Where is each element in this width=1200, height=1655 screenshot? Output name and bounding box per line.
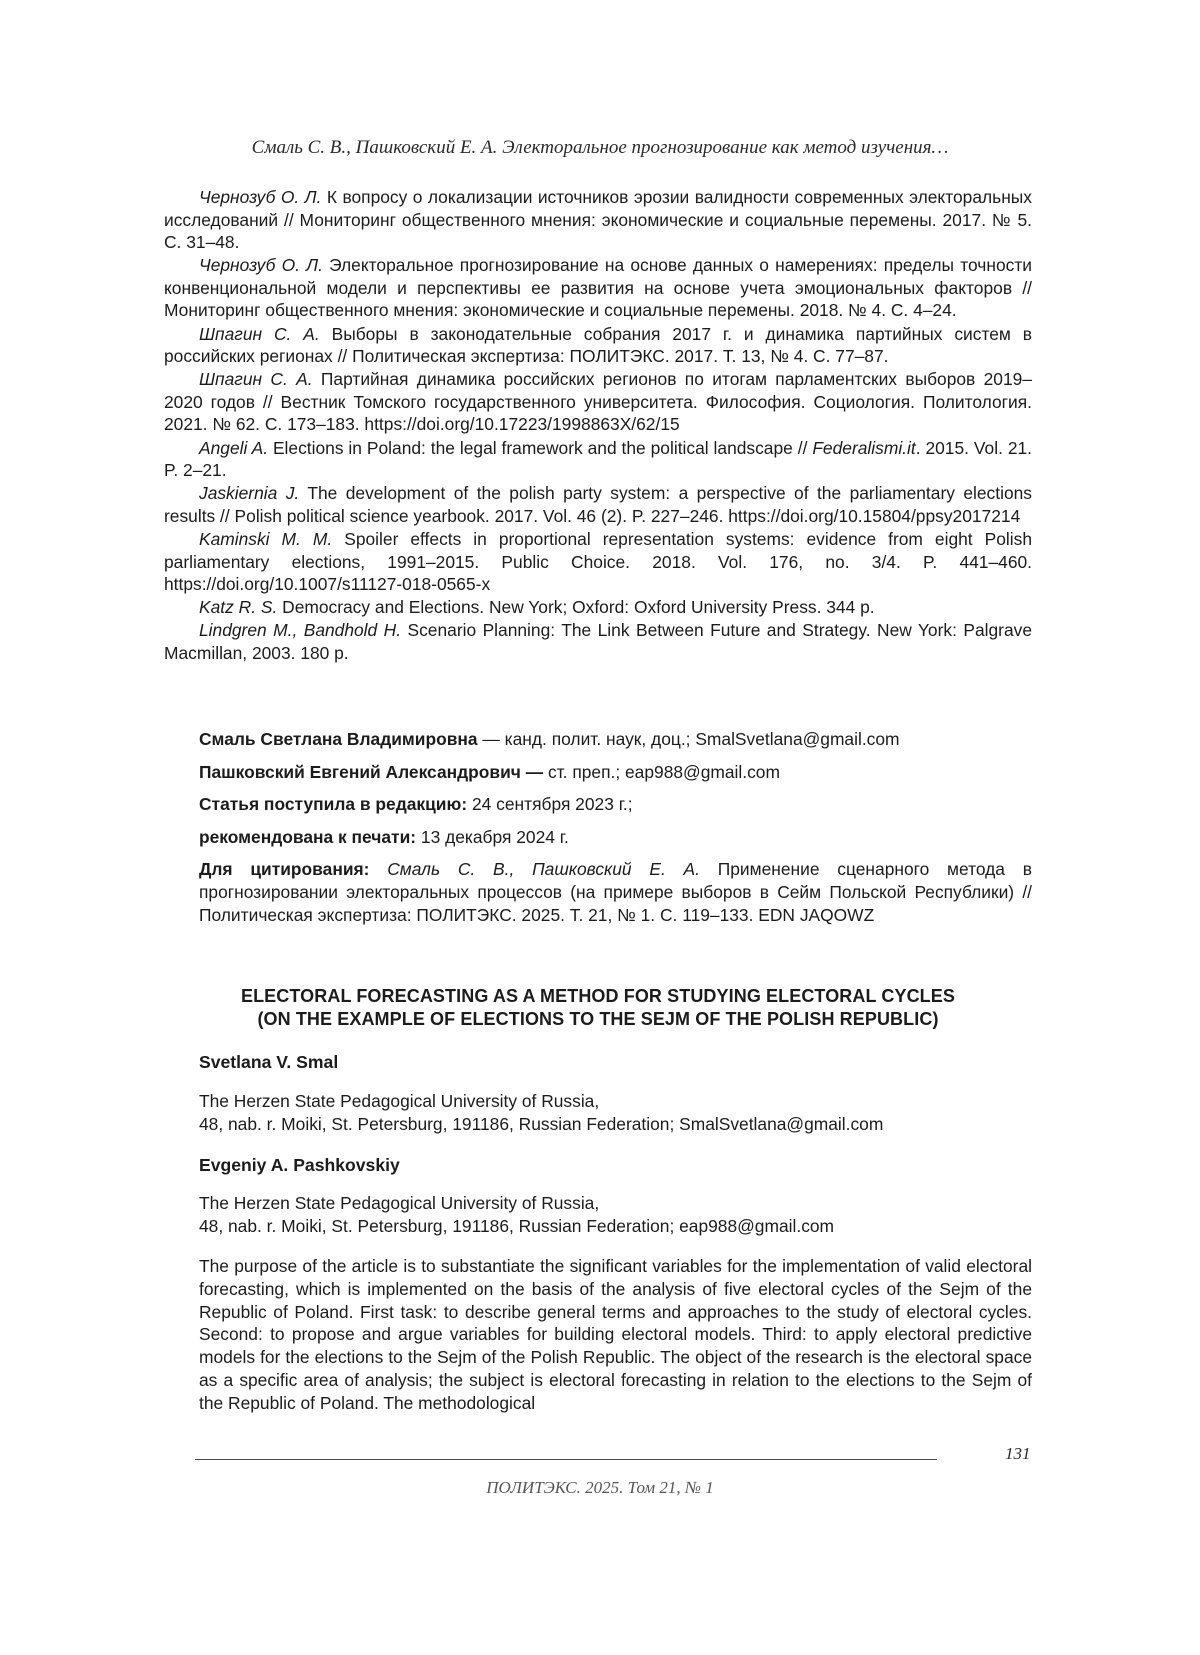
reference-item bbox=[164, 323, 1032, 368]
reference-text: Партийная динамика российских регионов по итогам парламентских выборов 2019–2020 годов // Вестник Томского государственного университета. Философия. Социология. Политология. 2021. № 62. С. 173–183. https://doi.org/10.17223/1998863Х/62/15 bbox=[164, 369, 1032, 435]
footer-rule bbox=[195, 1459, 937, 1460]
author-affiliation-en bbox=[199, 1090, 1032, 1136]
author-info-ru bbox=[199, 728, 1032, 751]
reference-text: Выборы в законодательные собрания 2017 г. и динамика партийных систем в российских регионах // Политическая экспертиза: ПОЛИТЭКС. 2017. Т. 13, № 4. С. 77–87. bbox=[164, 323, 1032, 367]
reference-text: The development of the polish party system: a perspective of the parliamentary elections results // Polish political science yearbook. 2017. Vol. 46 (2). P. 227–246. https://doi.org/10.15804/ppsy2017214 bbox=[164, 483, 1032, 526]
author-name-en: Evgeniy A. Pashkovskiy bbox=[199, 1155, 400, 1175]
reference-item bbox=[164, 596, 1032, 619]
citation-text: Применение сценарного метода в прогнозировании электоральных процессов (на примере выборов в Сейм Польской Республики) // Политическая экспертиза: ПОЛИТЭКС. 2025. Т. 21, № 1. С. 119–133. EDN JAQOWZ bbox=[199, 859, 1032, 925]
reference-author: Lindgren M., Bandhold H. bbox=[199, 620, 402, 641]
author-details-ru: ст. преп.; eap988@gmail.com bbox=[543, 761, 780, 782]
reference-author: Kaminski M. M. bbox=[199, 528, 333, 549]
reference-journal: Federalismi.it bbox=[812, 437, 916, 458]
reference-text: Scenario Planning: The Link Between Future and Strategy. New York: Palgrave Macmillan, 2003. 180 p. bbox=[164, 620, 1032, 663]
reference-text: К вопросу о локализации источников эрозии валидности современных электоральных исследований // Мониторинг общественного мнения: экономические и социальные перемены. 2017. № 5. С. 31–48. bbox=[164, 187, 1033, 253]
reference-item bbox=[164, 619, 1032, 664]
reference-item bbox=[164, 254, 1032, 322]
running-head: Смаль С. В., Пашковский Е. А. Электоральное прогнозирование как метод изучения… bbox=[251, 137, 949, 158]
reference-author: Angeli A. bbox=[199, 437, 269, 458]
author-name-ru: Смаль Светлана Владимировна bbox=[199, 729, 478, 749]
reference-author: Шпагин С. А. bbox=[199, 369, 313, 390]
english-title-line: ELECTORAL FORECASTING AS A METHOD FOR STUDYING ELECTORAL CYCLES bbox=[240, 986, 955, 1006]
citation-label: Для цитирования: bbox=[199, 859, 370, 880]
citation bbox=[199, 858, 1032, 926]
article-meta bbox=[199, 728, 1032, 936]
reference-tail: . 2015. Vol. 21. P. 2–21. bbox=[164, 437, 1032, 481]
reference-text: Elections in Poland: the legal framework and the political landscape // bbox=[268, 437, 813, 458]
citation-authors: Смаль С. В., Пашковский Е. А. bbox=[369, 859, 700, 880]
reference-author: Jaskiernia J. bbox=[199, 483, 300, 504]
author-details-ru: — канд. полит. наук, доц.; SmalSvetlana@gmail.com bbox=[477, 729, 900, 749]
reference-text: Spoiler effects in proportional representation systems: evidence from eight Polish parliamentary elections, 1991–2015. Public Choice. 2018. Vol. 176, no. 3/4. P. 441–460. https://doi.org/10.1007/s11127-018-0565-x bbox=[164, 528, 1033, 595]
reference-item bbox=[164, 528, 1032, 596]
reference-author: Шпагин С. А. bbox=[199, 323, 320, 344]
affiliation-line: 48, nab. r. Moiki, St. Petersburg, 191186, Russian Federation; SmalSvetlana@gmail.com bbox=[199, 1114, 884, 1134]
recommended-label: рекомендована к печати: bbox=[199, 826, 417, 847]
reference-author: Чернозуб О. Л. bbox=[199, 187, 322, 207]
footer-journal: ПОЛИТЭКС. 2025. Том 21, № 1 bbox=[486, 1478, 714, 1497]
received-date bbox=[199, 793, 1032, 816]
reference-item bbox=[164, 482, 1032, 527]
reference-author: Katz R. S. bbox=[199, 597, 278, 618]
author-name-en: Svetlana V. Smal bbox=[199, 1052, 339, 1072]
reference-item bbox=[164, 437, 1032, 482]
author-affiliation-en bbox=[199, 1192, 1032, 1238]
reference-author: Чернозуб О. Л. bbox=[199, 255, 323, 276]
english-title-line: (ON THE EXAMPLE OF ELECTIONS TO THE SEJM OF THE POLISH REPUBLIC) bbox=[257, 1009, 939, 1029]
recommended-value: 13 декабря 2024 г. bbox=[416, 826, 569, 847]
affiliation-line: The Herzen State Pedagogical University of Russia, bbox=[199, 1193, 600, 1213]
affiliation-line: The Herzen State Pedagogical University of Russia, bbox=[199, 1091, 600, 1111]
english-title bbox=[164, 985, 1032, 1031]
reference-item bbox=[164, 368, 1032, 436]
page-number: 131 bbox=[1005, 1444, 1031, 1463]
recommended-date bbox=[199, 826, 1032, 849]
received-label: Статья поступила в редакцию: bbox=[199, 794, 468, 815]
author-info-ru bbox=[199, 761, 1032, 784]
reference-list bbox=[164, 186, 1032, 665]
reference-item bbox=[164, 186, 1032, 254]
author-name-ru: Пашковский Евгений Александрович — bbox=[199, 761, 544, 782]
received-value: 24 сентября 2023 г.; bbox=[467, 794, 633, 815]
affiliation-line: 48, nab. r. Moiki, St. Petersburg, 191186, Russian Federation; eap988@gmail.com bbox=[199, 1216, 835, 1236]
abstract: The purpose of the article is to substantiate the significant variables for the implementation of valid electoral forecasting, which is implemented on the basis of the analysis of five electoral cycles of the Sejm of the Republic of Poland. First task: to describe general terms and approaches to the study of electoral cycles. Second: to propose and argue variables for building electoral models. Third: to apply electoral predictive models for the elections to the Sejm of the Polish Republic. The object of the research is the electoral space as a specific area of analysis; the subject is electoral forecasting in relation to the elections to the Sejm of the Republic of Poland. The methodological bbox=[199, 1256, 1032, 1413]
reference-text: Democracy and Elections. New York; Oxford: Oxford University Press. 344 p. bbox=[277, 597, 875, 618]
reference-text: Электоральное прогнозирование на основе данных о намерениях: пределы точности конвенциональной модели и перспективы ее развития на основе учета эмоциональных факторов // Мониторинг общественного мнения: экономические и социальные перемены. 2018. № 4. С. 4–24. bbox=[164, 255, 1032, 321]
